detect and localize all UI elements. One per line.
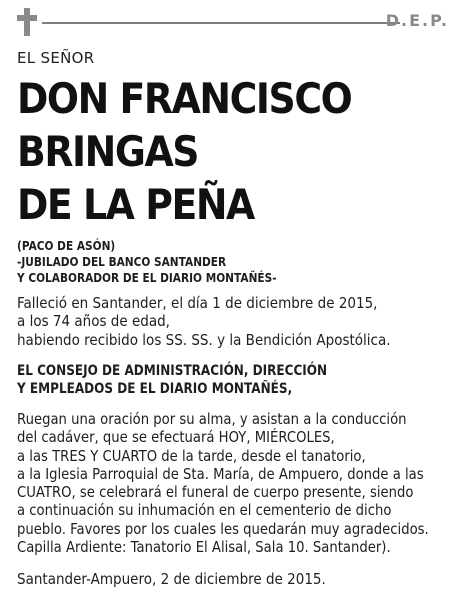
paragraph-line: a continuación su inhumación en el cementerio de dicho [17,501,392,520]
paragraph-line: a la Iglesia Parroquial de Sta. María, de Ampuero, donde a las [17,464,424,483]
latin-cross-icon [17,8,37,36]
death-paragraph [17,294,391,349]
deceased-name-line-1: DON FRANCISCO [17,74,352,123]
paragraph-line: Falleció en Santander, el día 1 de diciembre de 2015, [17,294,378,312]
dep-label: D.E.P. [385,11,449,30]
paragraph-line: Capilla Ardiente: Tanatorio El Alisal, Sala 10. Santander). [17,538,391,557]
service-paragraph [17,410,429,556]
paragraph-line: a los 74 años de edad, [17,312,170,331]
paragraph-line: pueblo. Favores por los cuales les quedarán muy agradecidos. [17,519,429,538]
mourners-line: EL CONSEJO DE ADMINISTRACIÓN, DIRECCIÓN [17,363,328,379]
note-line: -JUBILADO DEL BANCO SANTANDER [17,255,227,269]
nickname: (PACO DE ASÓN) [17,239,116,253]
header-rule [42,22,400,24]
note-line: Y COLABORADOR DE EL DIARIO MONTAÑÉS- [17,271,277,285]
mourners-line: Y EMPLEADOS DE EL DIARIO MONTAÑÉS, [17,381,293,397]
paragraph-line: del cadáver, que se efectuará HOY, MIÉRCOLES, [17,428,335,447]
intro-text: EL SEÑOR [17,49,95,67]
paragraph-line: Ruegan una oración por su alma, y asistan a la conducción [17,410,407,428]
deceased-name-line-3: DE LA PEÑA [17,180,254,229]
paragraph-line: CUATRO, se celebrará el funeral de cuerpo presente, siendo [17,483,414,502]
deceased-name-line-2: BRINGAS [17,127,199,176]
header [17,8,449,36]
paragraph-line: a las TRES Y CUARTO de la tarde, desde el tanatorio, [17,446,366,465]
mourners [17,362,327,398]
paragraph-line: habiendo recibido los SS. SS. y la Bendición Apostólica. [17,330,391,349]
place-date-footer: Santander-Ampuero, 2 de diciembre de 2015. [17,570,326,588]
deceased-notes [17,238,277,286]
